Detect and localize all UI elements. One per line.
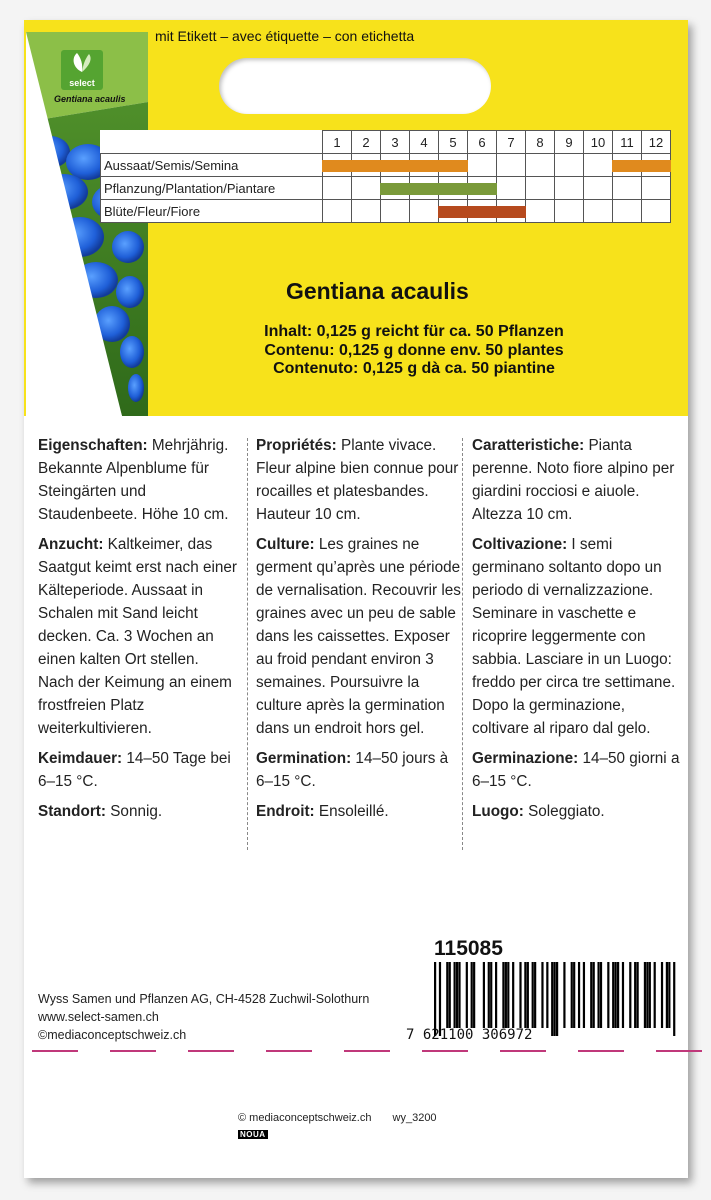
calendar-cell <box>352 200 381 223</box>
fr-location: Endroit: Ensoleillé. <box>256 803 389 820</box>
calendar-cell <box>352 177 381 200</box>
calendar-row-label: Blüte/Fleur/Fiore <box>101 200 323 223</box>
it-germination: Germinazione: 14–50 giorni a 6–15 °C. <box>472 750 680 790</box>
month-header: 6 <box>468 131 497 154</box>
calendar-cell <box>468 177 497 200</box>
barcode-bar <box>578 962 580 1028</box>
perforation-dash <box>656 1050 702 1052</box>
period-bar <box>496 206 526 218</box>
column-divider <box>247 438 248 850</box>
calendar-cell <box>323 200 352 223</box>
it-location: Luogo: Soleggiato. <box>472 803 605 820</box>
barcode-bar <box>519 962 521 1028</box>
calendar-cell <box>381 154 410 177</box>
calendar-cell <box>410 200 439 223</box>
label-line: mit Etikett – avec étiquette – con etichetta <box>155 28 415 44</box>
french-column <box>256 434 464 830</box>
barcode-bar <box>554 962 556 1036</box>
leaf-icon <box>61 50 103 76</box>
calendar-row <box>101 200 671 223</box>
de-location: Standort: Sonnig. <box>38 803 163 820</box>
barcode-bar <box>666 962 668 1028</box>
month-header: 10 <box>584 131 613 154</box>
barcode-bar <box>597 962 599 1028</box>
calendar-cell <box>439 177 468 200</box>
period-bar <box>438 183 468 195</box>
fr-properties: Propriétés: Plante vivace. Fleur alpine bien connue pour rocailles et platesbandes. Hauteur 10 cm. <box>256 437 459 523</box>
perforation-dash <box>32 1050 78 1052</box>
strip-species-label: Gentiana acaulis <box>54 94 126 104</box>
period-bar <box>409 160 439 172</box>
month-header: 2 <box>352 131 381 154</box>
barcode-bar <box>527 962 529 1028</box>
barcode-bar <box>473 962 475 1028</box>
sowing-calendar <box>100 130 671 223</box>
barcode-bar <box>541 962 543 1028</box>
barcode-bar <box>593 962 595 1028</box>
calendar-row-label: Aussaat/Semis/Semina <box>101 154 323 177</box>
barcode-bar <box>668 962 670 1028</box>
calendar-cell <box>497 154 526 177</box>
perforation-dash <box>344 1050 390 1052</box>
calendar-cell <box>497 177 526 200</box>
calendar-cell <box>526 177 555 200</box>
period-bar <box>409 183 439 195</box>
calendar-cell <box>526 154 555 177</box>
perforation-dash <box>500 1050 546 1052</box>
period-bar <box>351 160 381 172</box>
calendar-cell <box>439 154 468 177</box>
barcode-bar <box>556 962 558 1036</box>
calendar-cell <box>410 177 439 200</box>
perforation-dash <box>422 1050 468 1052</box>
calendar-row-label: Pflanzung/Plantation/Piantare <box>101 177 323 200</box>
barcode-bar <box>471 962 473 1028</box>
calendar-row <box>101 177 671 200</box>
calendar-cell <box>642 154 671 177</box>
calendar-cell <box>381 177 410 200</box>
barcode-bar <box>573 962 575 1028</box>
hang-hole <box>219 58 491 114</box>
barcode-bar <box>563 962 565 1028</box>
calendar-cell <box>468 154 497 177</box>
barcode-bar <box>456 962 458 1028</box>
printer-logo: NOUA <box>240 1130 266 1139</box>
barcode-bar <box>534 962 536 1028</box>
barcode-bar <box>607 962 609 1028</box>
calendar-cell <box>352 154 381 177</box>
barcode-bar <box>546 962 548 1028</box>
month-header: 7 <box>497 131 526 154</box>
barcode-bar <box>571 962 573 1028</box>
calendar-cell <box>584 154 613 177</box>
barcode-bar <box>629 962 631 1028</box>
italian-column <box>472 434 680 830</box>
brand-name: select <box>69 78 95 88</box>
barcode-bar <box>449 962 451 1028</box>
calendar-cell <box>526 200 555 223</box>
period-bar <box>438 206 468 218</box>
calendar-cell <box>555 154 584 177</box>
barcode-bar <box>488 962 490 1028</box>
month-header: 8 <box>526 131 555 154</box>
barcode-bar <box>466 962 468 1028</box>
footer-copyright: © mediaconceptschweiz.ch <box>238 1112 372 1124</box>
calendar-corner <box>101 131 323 154</box>
calendar-cell <box>323 154 352 177</box>
barcode <box>434 962 678 1036</box>
calendar-row <box>101 154 671 177</box>
barcode-bar <box>505 962 507 1028</box>
calendar-cell <box>439 200 468 223</box>
barcode-bar <box>454 962 456 1028</box>
barcode-bar <box>512 962 514 1028</box>
flower-photo-strip <box>26 32 148 416</box>
seed-packet-back <box>24 20 688 1178</box>
select-logo <box>61 50 103 90</box>
period-bar <box>612 160 642 172</box>
barcode-bar <box>654 962 656 1028</box>
month-header: 12 <box>642 131 671 154</box>
de-properties: Eigenschaften: Mehrjährig. Bekannte Alpenblume für Steingärten und Staudenbeete. Höhe 10 cm. <box>38 437 229 523</box>
barcode-bar <box>439 962 441 1036</box>
calendar-cell <box>468 200 497 223</box>
print-code: wy_3200 <box>392 1112 437 1124</box>
perforation-line <box>24 1050 688 1052</box>
calendar-cell <box>584 177 613 200</box>
contents-de: Inhalt: 0,125 g reicht für ca. 50 Pflanzen <box>264 323 564 340</box>
it-cultivation: Coltivazione: I semi germinano soltanto dopo un periodo di vernalizzazione. Seminare in vaschette e ricoprire leggermente con sabbia. Lasciare in un Luogo: freddo per circa tre settimane. Dopo la germinazione, coltivare al riparo dal gelo. <box>472 536 676 737</box>
perforation-dash <box>188 1050 234 1052</box>
barcode-bar <box>495 962 497 1028</box>
calendar-cell <box>555 200 584 223</box>
calendar-cell <box>613 154 642 177</box>
barcode-bar <box>634 962 636 1028</box>
period-bar <box>641 160 671 172</box>
it-properties: Caratteristiche: Pianta perenne. Noto fiore alpino per giardini rocciosi e aiuole. Altezza 10 cm. <box>472 437 675 523</box>
barcode-bar <box>673 962 675 1036</box>
company-website: www.select-samen.ch <box>38 1010 159 1024</box>
print-footer <box>238 1112 437 1124</box>
barcode-bar <box>600 962 602 1028</box>
barcode-bar <box>617 962 619 1028</box>
article-number: 115085 <box>434 937 503 960</box>
month-header: 9 <box>555 131 584 154</box>
de-cultivation: Anzucht: Kaltkeimer, das Saatgut keimt erst nach einer Kälteperiode. Aussaat in Schalen mit Sand leicht decken. Ca. 3 Wochen an einen kalten Ort stellen. Nach der Keimung an einem frostfreien Platz weiterkultivieren. <box>38 536 237 737</box>
calendar-cell <box>555 177 584 200</box>
period-bar <box>467 183 497 195</box>
barcode-bar <box>507 962 509 1028</box>
contents-fr: Contenu: 0,125 g donne env. 50 plantes <box>264 341 564 359</box>
barcode-bar <box>637 962 639 1028</box>
german-column <box>38 434 238 830</box>
barcode-bar <box>532 962 534 1028</box>
perforation-dash <box>110 1050 156 1052</box>
period-bar <box>467 206 497 218</box>
barcode-digits: 7 621100 306972 <box>406 1027 533 1043</box>
perforation-dash <box>266 1050 312 1052</box>
calendar-cell <box>613 177 642 200</box>
barcode-bar <box>622 962 624 1028</box>
product-title: Gentiana acaulis <box>286 278 469 304</box>
calendar-cell <box>497 200 526 223</box>
barcode-bar <box>483 962 485 1028</box>
barcode-bar <box>649 962 651 1028</box>
barcode-bar <box>661 962 663 1028</box>
barcode-bar <box>612 962 614 1028</box>
barcode-bar <box>524 962 526 1028</box>
barcode-bar <box>644 962 646 1028</box>
barcode-bar <box>458 962 460 1028</box>
month-header: 11 <box>613 131 642 154</box>
fr-germination: Germination: 14–50 jours à 6–15 °C. <box>256 750 449 790</box>
month-header: 5 <box>439 131 468 154</box>
period-bar <box>438 160 468 172</box>
perforation-dash <box>578 1050 624 1052</box>
barcode-bar <box>590 962 592 1028</box>
month-header: 4 <box>410 131 439 154</box>
month-header: 1 <box>323 131 352 154</box>
de-germination: Keimdauer: 14–50 Tage bei 6–15 °C. <box>38 750 231 790</box>
calendar-cell <box>642 200 671 223</box>
period-bar <box>380 183 410 195</box>
barcode-bar <box>434 962 436 1036</box>
barcode-bar <box>490 962 492 1028</box>
month-header: 3 <box>381 131 410 154</box>
calendar-cell <box>613 200 642 223</box>
calendar-cell <box>642 177 671 200</box>
period-bar <box>380 160 410 172</box>
barcode-bar <box>615 962 617 1028</box>
barcode-bar <box>583 962 585 1028</box>
column-divider <box>462 438 463 850</box>
barcode-bar <box>646 962 648 1028</box>
period-bar <box>322 160 352 172</box>
barcode-bar <box>502 962 504 1028</box>
barcode-bar <box>551 962 553 1036</box>
calendar-cell <box>381 200 410 223</box>
company-info <box>38 990 369 1044</box>
company-address: Wyss Samen und Pflanzen AG, CH-4528 Zuchwil-Solothurn <box>38 992 370 1006</box>
contents-info <box>204 323 624 379</box>
contents-it: Contenuto: 0,125 g dà ca. 50 piantine <box>273 360 555 377</box>
calendar-cell <box>584 200 613 223</box>
fr-cultivation: Culture: Les graines ne germent qu’après une période de vernalisation. Recouvrir les graines avec un peu de sable dans les caissettes. Exposer au froid pendant environ 3 semaines. Poursuivre la culture après la germination dans un endroit hors gel. <box>256 536 461 737</box>
calendar-cell <box>410 154 439 177</box>
company-copyright: ©mediaconceptschweiz.ch <box>38 1028 187 1042</box>
calendar-cell <box>323 177 352 200</box>
calendar-table <box>100 130 671 223</box>
barcode-bar <box>446 962 448 1028</box>
